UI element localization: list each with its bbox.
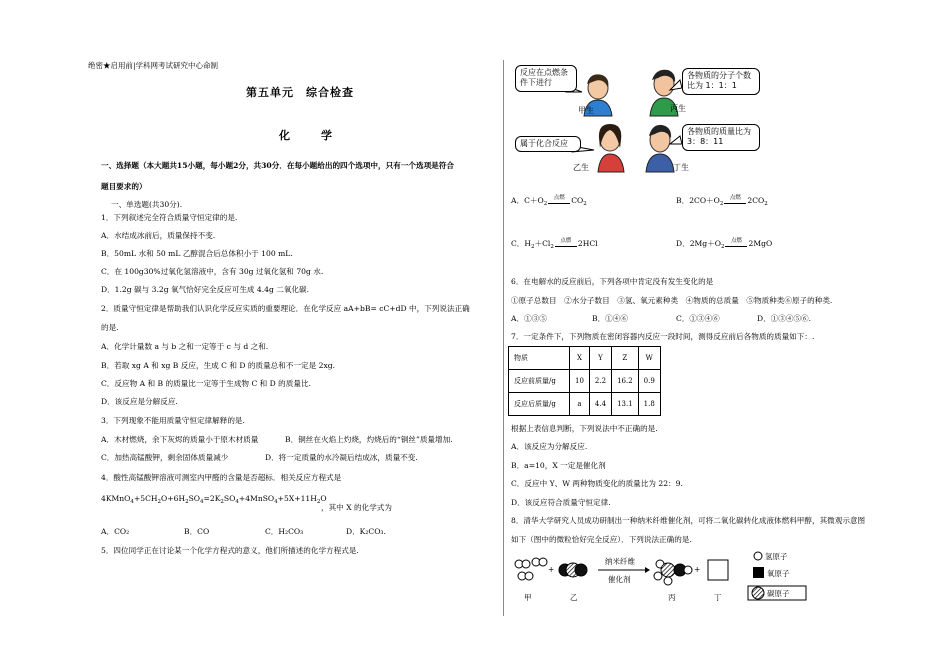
speech-bubble-jia: 反应在点燃条件下进行	[515, 65, 577, 92]
student-yi-figure	[598, 124, 624, 172]
label-jia-student: 甲生	[578, 106, 594, 115]
q6-option-a: A．①③⑤	[511, 314, 547, 323]
table-cell: Y	[589, 347, 611, 370]
q3-option-a: A．木材燃烧，余下灰烬的质量小于原木材质量	[101, 435, 259, 444]
q3-stem: 3．下列现象不能用质量守恒定律解释的是.	[101, 416, 245, 425]
q2-stem: 2．质量守恒定律是帮助我们认识化学反应实质的重要理论．在化学反应 aA+bB= cC+dD 中，下列说法正确	[101, 304, 470, 313]
table-cell: a	[570, 393, 590, 416]
q2-option-a: A．化学计量数 a 与 b 之和一定等于 c 与 d 之和.	[101, 342, 269, 351]
catalyst-label-2: 催化剂	[608, 575, 631, 584]
legend-carbon: 碳原子	[767, 589, 790, 598]
q4-stem: 4．酸性高锰酸钾溶液可测室内甲醛的含量是否超标．相关反应方程式是	[101, 473, 342, 482]
q5-option-a: A．$C+O_2$ 点燃 $CO_2$	[511, 195, 587, 207]
q4-equation: $4KMnO_4+5CH_2O+6H_2SO_4=2K_2SO_4+4MnSO_4+5X+11H_2O$	[101, 494, 327, 505]
product-bing-molecule	[654, 560, 692, 585]
reactant-jia-molecules	[515, 558, 547, 580]
q5-option-c: C．$H_2+Cl_2$ 点燃 2HCl	[511, 238, 598, 250]
student-ding-figure	[646, 125, 674, 172]
q7-mass-table	[508, 346, 661, 416]
label-bing: 丙	[668, 593, 676, 602]
q7-stem: 7．一定条件下，下列物质在密闭容器内反应一段时间，测得反应前后各物质的质量如下：.	[511, 332, 815, 341]
q3-option-d: D．将一定质量的水冷凝后结成冰，质量不变.	[265, 453, 418, 462]
q3-option-b: B．铜丝在火焰上灼烧，灼烧后的“铜丝”质量增加.	[285, 435, 453, 444]
label-bing-student: 丙生	[670, 104, 686, 113]
q6-stem: 6．在电解水的反应前后，下列各项中肯定没有发生变化的是	[511, 277, 714, 286]
label-ding: 丁	[714, 593, 722, 602]
label-yi-student: 乙生	[573, 163, 589, 172]
q1-option-a: A．水结成冰前后，质量保持不变.	[101, 231, 216, 240]
q2-option-d: D．该反应是分解反应.	[101, 397, 178, 406]
table-cell: 物质	[509, 347, 570, 370]
q1-option-d: D．1.2g 碳与 3.2g 氧气恰好完全反应可生成 4.4g 二氧化碳.	[101, 285, 310, 294]
oxygen-legend-icon	[753, 567, 764, 578]
reactant-yi-molecule	[559, 563, 587, 577]
speech-bubble-ding: 各物质的质量比为 3：8：11	[682, 124, 760, 151]
plus-sign-1: +	[548, 565, 555, 574]
confidential-note: 绝密★启用前|学科网考试研究中心命制	[88, 61, 219, 70]
section-note: 一、单选题(共30分).	[111, 200, 183, 209]
q8-stem-cont: 如下（图中的微粒恰好完全反应）．下列说法正确的是.	[511, 535, 692, 544]
label-ding-student: 丁生	[673, 163, 689, 172]
discussion-cartoon	[510, 58, 770, 174]
table-cell: 13.1	[612, 393, 639, 416]
label-jia: 甲	[524, 593, 532, 602]
q6-option-b: B．①④⑥	[592, 314, 628, 323]
page-title: 第五单元 综合检查	[246, 86, 354, 99]
q7-option-b: B．a=10，X 一定是催化剂	[511, 461, 606, 470]
q4-option-a: A．CO₂	[101, 527, 130, 536]
table-cell: X	[570, 347, 590, 370]
plus-sign-2: +	[694, 565, 701, 574]
q6-option-d: D．①③④⑤⑥.	[757, 314, 812, 323]
table-header-row	[509, 347, 661, 370]
q2-option-b: B．若取 xg A 和 xg B 反应，生成 C 和 D 的质量总和不一定是 2xg.	[101, 361, 336, 370]
q2-option-c: C．反应物 A 和 B 的质量比一定等于生成物 C 和 D 的质量比.	[101, 379, 311, 388]
q7-after: 根据上表信息判断，下列说法中不正确的是.	[511, 424, 658, 433]
catalyst-label-1: 纳米纤维	[605, 557, 635, 566]
unknown-product-box	[708, 560, 728, 580]
subject-title: 化 学	[279, 129, 342, 142]
legend-oxygen: 氧原子	[767, 569, 790, 578]
q7-option-d: D．该反应符合质量守恒定律.	[511, 498, 611, 507]
q5-stem: 5．四位同学正在讨论某一个化学方程式的意义，他们所描述的化学方程式是.	[101, 546, 359, 555]
table-cell: 10	[570, 370, 590, 393]
q4-tail: ，其中 X 的化学式为	[321, 503, 392, 512]
section-heading-cont: 题目要求的）	[101, 182, 147, 191]
section-heading: 一、选择题（本大题共15小题，每小题2分，共30分．在每小题给出的四个选项中，只有一个选项是符合	[101, 161, 454, 170]
q5-option-b: B．$2CO+O_2$ 点燃 $2CO_2$	[676, 195, 768, 207]
q8-reaction-diagram	[510, 550, 810, 612]
q6-option-c: C．①③④⑥	[676, 314, 720, 323]
table-cell: W	[638, 347, 660, 370]
table-cell: 2.2	[589, 370, 611, 393]
q1-stem: 1．下列叙述完全符合质量守恒定律的是.	[101, 213, 238, 222]
table-cell: Z	[612, 347, 639, 370]
table-cell: 反应后质量/g	[509, 393, 570, 416]
table-row	[509, 393, 661, 416]
q2-stem-cont: 的是.	[101, 323, 119, 332]
table-row	[509, 370, 661, 393]
label-yi: 乙	[570, 593, 578, 602]
q4-option-b: B．CO	[184, 527, 210, 536]
q7-option-a: A．该反应为分解反应.	[511, 442, 588, 451]
table-cell: 1.8	[638, 393, 660, 416]
q6-items: ①原子总数目 ②水分子数目 ③氢、氧元素种类 ④物质的总质量 ⑤物质种类⑥原子的种类.	[511, 296, 833, 305]
q1-option-b: B．50mL 水和 50 mL 乙醇混合后总体积小于 100 mL.	[101, 249, 293, 258]
hydrogen-legend-icon	[754, 552, 762, 560]
table-cell: 0.9	[638, 370, 660, 393]
column-divider	[503, 60, 504, 616]
carbon-legend-icon	[752, 587, 764, 599]
q5-option-d: D．$2Mg+O_2$ 点燃 2MgO	[676, 238, 773, 250]
table-cell: 4.4	[589, 393, 611, 416]
q1-option-c: C．在 100g30%过氧化氢溶液中，含有 30g 过氧化氢和 70g 水.	[101, 267, 324, 276]
legend-hydrogen: 氢原子	[765, 552, 788, 561]
speech-bubble-yi: 属于化合反应	[515, 136, 581, 152]
q8-stem: 8．清华大学研究人员成功研制出一种纳米纤维催化剂，可将二氧化碳转化成液体燃料甲醇，其微观示意图	[511, 516, 866, 525]
q4-option-d: D．K₂CO₃.	[346, 527, 386, 536]
q3-option-c: C．加热高锰酸钾，剩余固体质量减少	[101, 453, 229, 462]
speech-bubble-bing: 各物质的分子个数比为 1：1：1	[682, 68, 760, 95]
q4-option-c: C．H₂CO₃	[265, 527, 304, 536]
q7-option-c: C．反应中 Y、W 两种物质变化的质量比为 22：9.	[511, 479, 683, 488]
table-cell: 16.2	[612, 370, 639, 393]
table-cell: 反应前质量/g	[509, 370, 570, 393]
